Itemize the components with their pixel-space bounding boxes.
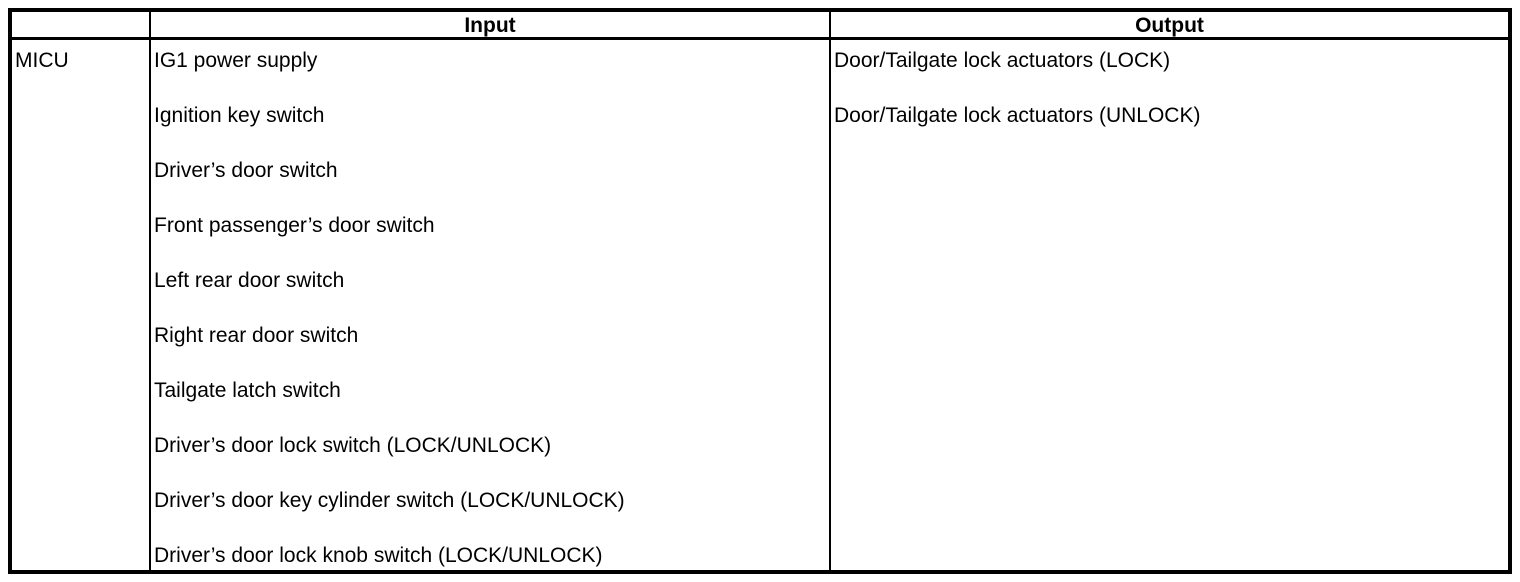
input-item: Ignition key switch: [154, 104, 325, 127]
unit-cell: [12, 40, 151, 570]
input-item: Front passenger’s door switch: [154, 214, 435, 237]
output-item: Door/Tailgate lock actuators (LOCK): [834, 49, 1171, 72]
header-input-cell: Input: [151, 12, 831, 40]
input-item: Right rear door switch: [154, 324, 359, 347]
input-item: Driver’s door switch: [154, 159, 338, 182]
unit-name: MICU: [15, 49, 69, 72]
input-item: Left rear door switch: [154, 269, 345, 292]
input-item: Driver’s door lock knob switch (LOCK/UNLOCK): [154, 544, 603, 567]
input-item: IG1 power supply: [154, 49, 318, 72]
output-item: Door/Tailgate lock actuators (UNLOCK): [834, 104, 1201, 127]
input-item: Tailgate latch switch: [154, 379, 341, 402]
input-list-cell: [151, 40, 831, 570]
header-output-cell: Output: [831, 12, 1508, 40]
micu-input-output-table: [8, 8, 1512, 574]
output-list-cell: [831, 40, 1508, 570]
header-unit-cell: [12, 12, 151, 40]
input-item: Driver’s door lock switch (LOCK/UNLOCK): [154, 434, 552, 457]
input-item: Driver’s door key cylinder switch (LOCK/UNLOCK): [154, 489, 625, 512]
